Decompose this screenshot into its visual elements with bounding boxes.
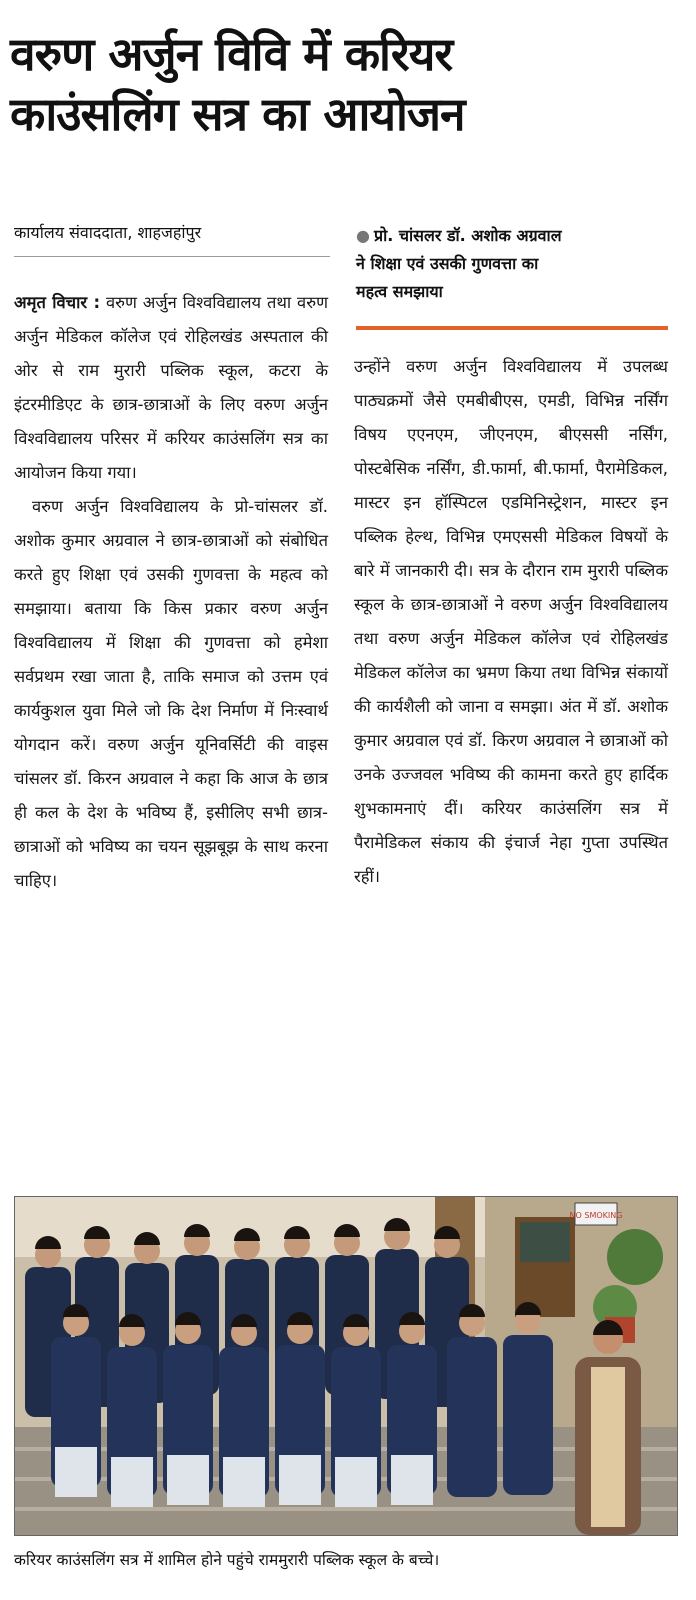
highlight-line-3: महत्व समझाया bbox=[356, 282, 443, 301]
photo-caption: करियर काउंसलिंग सत्र में शामिल होने पहुंचे राममुरारी पब्लिक स्कूल के बच्चे। bbox=[14, 1551, 440, 1569]
group-photo bbox=[14, 1196, 678, 1536]
headline-line-1: वरुण अर्जुन विवि में करियर bbox=[10, 27, 453, 81]
article-column-right bbox=[354, 350, 668, 894]
article-paragraph-1-text: वरुण अर्जुन विश्वविद्यालय तथा वरुण अर्जुन मेडिकल कॉलेज एवं रोहिलखंड अस्पताल की ओर से राम मुरारी पब्लिक स्कूल, कटरा के इंटरमीडिएट के छात्र-छात्राओं के लिए वरुण अर्जुन विश्वविद्यालय परिसर में करियर काउंसलिंग सत्र का आयोजन किया गया। bbox=[14, 293, 328, 482]
article-paragraph-1 bbox=[14, 286, 328, 490]
no-smoking-sign: NO SMOKING bbox=[569, 1211, 623, 1220]
headline bbox=[10, 24, 690, 144]
article-lead: अमृत विचार : bbox=[14, 293, 101, 312]
highlight-line-2: ने शिक्षा एवं उसकी गुणवत्ता का bbox=[356, 254, 539, 273]
article-paragraph-3: उन्होंने वरुण अर्जुन विश्वविद्यालय में उपलब्ध पाठ्यक्रमों जैसे एमबीबीएस, एमडी, विभिन्न नर्सिंग विषय एएनएम, जीएनएम, बीएससी नर्सिंग, पोस्टबेसिक नर्सिंग, डी.फार्मा, बी.फार्मा, पैरामेडिकल, मास्टर इन हॉस्पिटल एडमिनिस्ट्रेशन, मास्टर इन पब्लिक हेल्थ, विभिन्न एमएससी मेडिकल विषयों के बारे में जानकारी दी। सत्र के दौरान राम मुरारी पब्लिक स्कूल के छात्र-छात्राओं ने वरुण अर्जुन विश्वविद्यालय तथा वरुण अर्जुन मेडिकल कॉलेज एवं रोहिलखंड मेडिकल कॉलेज का भ्रमण किया तथा विभिन्न संकायों की कार्यशैली को जाना व समझा। अंत में डॉ. अशोक कुमार अग्रवाल एवं डॉ. किरण अग्रवाल ने छात्राओं को उनके उज्जवल भविष्य की कामना करते हुए हार्दिक शुभकामनाएं दीं। करियर काउंसलिंग सत्र में पैरामेडिकल संकाय की इंचार्ज नेहा गुप्ता उपस्थित रहीं। bbox=[354, 357, 668, 886]
highlight-line-1: प्रो. चांसलर डॉ. अशोक अग्रवाल bbox=[373, 226, 562, 245]
highlight-divider bbox=[356, 326, 668, 330]
highlight-box bbox=[356, 222, 666, 306]
article-column-left bbox=[14, 286, 328, 898]
article-paragraph-2: वरुण अर्जुन विश्वविद्यालय के प्रो-चांसलर डॉ. अशोक कुमार अग्रवाल ने छात्र-छात्राओं को संबोधित करते हुए शिक्षा एवं उसकी गुणवत्ता के महत्व को समझाया। बताया कि किस प्रकार वरुण अर्जुन विश्वविद्यालय में शिक्षा की गुणवत्ता को हमेशा सर्वप्रथम रखा जाता है, ताकि समाज को उत्तम एवं कार्यकुशल युवा मिले जो कि देश निर्माण में निःस्वार्थ योगदान करें। वरुण अर्जुन यूनिवर्सिटी की वाइस चांसलर डॉ. किरन अग्रवाल ने कहा कि आज के छात्र ही कल के देश के भविष्य हैं, इसीलिए सभी छात्र-छात्राओं को भविष्य का चयन सूझबूझ के साथ करना चाहिए। bbox=[14, 497, 328, 890]
bullet-icon: ● bbox=[356, 226, 370, 245]
headline-line-2: काउंसलिंग सत्र का आयोजन bbox=[10, 87, 465, 141]
byline: कार्यालय संवाददाता, शाहजहांपुर bbox=[14, 222, 330, 257]
